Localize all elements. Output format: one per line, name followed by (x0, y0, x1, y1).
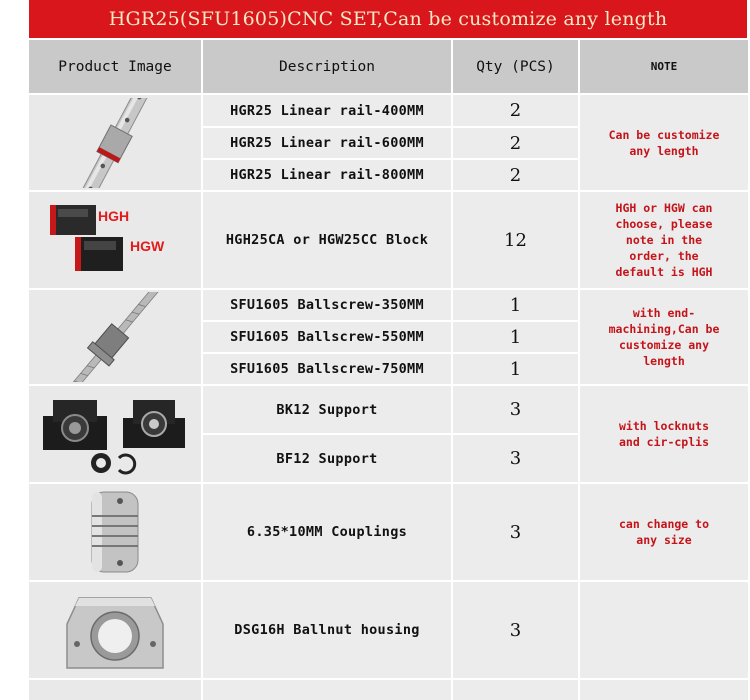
note-line: any size (636, 533, 692, 547)
note-line: order, the (629, 249, 699, 263)
note-line: default is HGH (615, 265, 713, 279)
qty-empty (453, 680, 578, 700)
linear-rail-image (29, 95, 201, 190)
note-line: and cir-cplis (618, 435, 709, 449)
description-ballscrew-750: SFU1605 Ballscrew-750MM (203, 354, 451, 384)
hgh-label: HGH (98, 208, 130, 224)
qty-ballscrew-750: 1 (453, 354, 578, 384)
header-note: NOTE (580, 40, 748, 93)
qty-rail-600: 2 (453, 128, 578, 158)
note-line: with locknuts (618, 419, 709, 433)
qty-block: 12 (453, 192, 578, 288)
ballscrew-image (29, 290, 201, 384)
description-bk12: BK12 Support (203, 386, 451, 433)
qty-ballnut-housing: 3 (453, 582, 578, 678)
note-line: with end- (632, 306, 696, 320)
page-title: HGR25(SFU1605)CNC SET,Can be customize any length (29, 0, 747, 38)
description-rail-600: HGR25 Linear rail-600MM (203, 128, 451, 158)
note-line: note in the (625, 233, 703, 247)
note-rails (580, 95, 748, 190)
qty-rail-400: 2 (453, 95, 578, 126)
note-blocks (580, 192, 748, 288)
description-block: HGH25CA or HGW25CC Block (203, 192, 451, 288)
block-image (29, 192, 201, 288)
note-line: any length (629, 143, 699, 158)
description-ballscrew-350: SFU1605 Ballscrew-350MM (203, 290, 451, 320)
description-couplings: 6.35*10MM Couplings (203, 484, 451, 580)
header-description: Description (203, 40, 451, 93)
support-image (29, 386, 201, 482)
note-line: Can be customize (608, 127, 720, 142)
qty-bf12: 3 (453, 435, 578, 482)
note-line: choose, please (615, 217, 713, 231)
note-empty (580, 680, 748, 700)
description-bf12: BF12 Support (203, 435, 451, 482)
description-empty (203, 680, 451, 700)
qty-bk12: 3 (453, 386, 578, 433)
description-rail-800: HGR25 Linear rail-800MM (203, 160, 451, 190)
note-supports (580, 386, 748, 482)
qty-ballscrew-350: 1 (453, 290, 578, 320)
note-line: HGH or HGW can (615, 201, 713, 215)
qty-rail-800: 2 (453, 160, 578, 190)
parts-table (29, 40, 748, 700)
note-line: machining,Can be (608, 322, 720, 336)
description-ballnut-housing: DSG16H Ballnut housing (203, 582, 451, 678)
description-rail-400: HGR25 Linear rail-400MM (203, 95, 451, 126)
qty-ballscrew-550: 1 (453, 322, 578, 352)
ballnut-housing-image (29, 582, 201, 678)
coupling-image (29, 484, 201, 580)
hgw-label: HGW (130, 238, 165, 254)
extra-image-cell (29, 680, 201, 700)
qty-couplings: 3 (453, 484, 578, 580)
header-product-image: Product Image (29, 40, 201, 93)
note-line: can change to (618, 517, 709, 531)
header-qty: Qty (PCS) (453, 40, 578, 93)
note-ballscrews (580, 290, 748, 384)
note-line: length (643, 354, 685, 368)
note-ballnut-housing (580, 582, 748, 678)
note-couplings (580, 484, 748, 580)
description-ballscrew-550: SFU1605 Ballscrew-550MM (203, 322, 451, 352)
note-line: customize any (618, 338, 709, 352)
